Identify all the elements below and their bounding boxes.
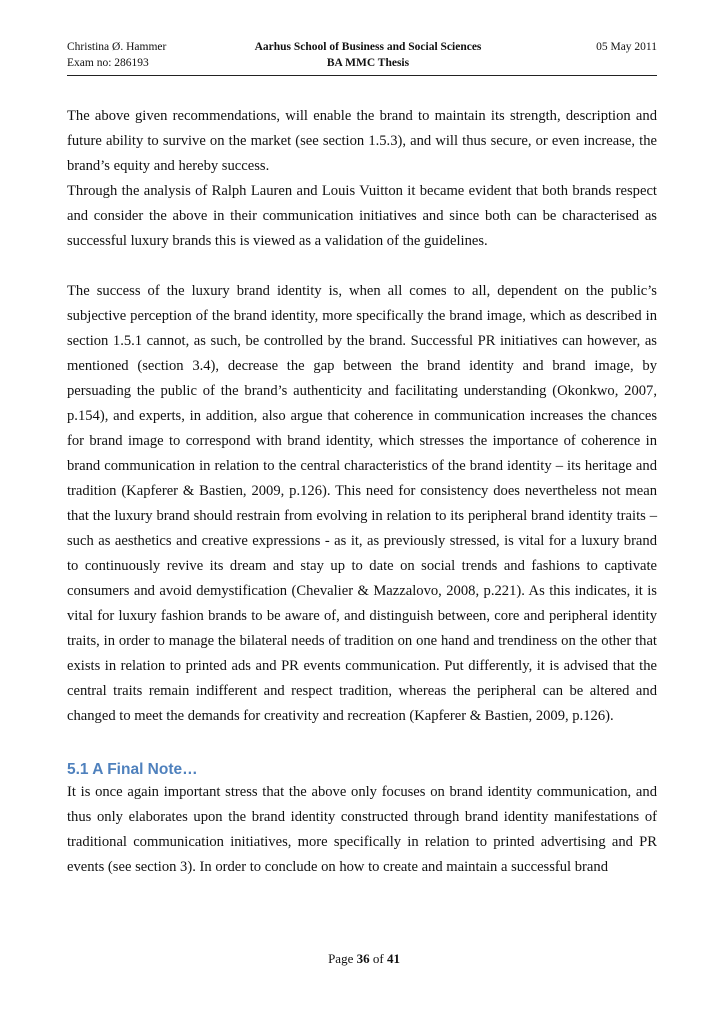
section-heading: 5.1 A Final Note…: [67, 761, 198, 778]
author-name: Christina Ø. Hammer: [67, 41, 167, 53]
header-date: 05 May 2011: [596, 41, 657, 53]
page-number: 36: [356, 951, 370, 966]
page-label: Page: [328, 951, 354, 966]
header-left: [67, 39, 166, 71]
page-footer: [0, 951, 728, 967]
section-body: [67, 780, 657, 880]
paragraph-brand-identity: The success of the luxury brand identity is, when all comes to all, dependent on the public’s subjective perception of the brand identity, more specifically the brand image, which as described in section 1.5.1 cannot, as such, be controlled by the brand. Successful PR initiatives can however, as mentioned (section 3.4), decrease the gap between the brand identity and brand image, by persuading the public of the brand’s authenticity and facilitating understanding (Okonkwo, 2007, p.154), and experts, in addition, also argue that coherence in communication increases the chances for brand image to correspond with brand identity, which stresses the importance of coherence in brand communication in relation to the central characteristics of the brand identity – its heritage and tradition (Kapferer & Bastien, 2009, p.126). This need for consistency does nevertheless not mean that the luxury brand should restrain from evolving in relation to its peripheral brand identity traits – such as aesthetics and creative expressions - as it, as previously stressed, is vital for a luxury brand to continuously revive its dream and stay up to date on social trends and fashions to captivate consumers and avoid demystification (Chevalier & Mazzalovo, 2008, p.221). As this indicates, it is vital for luxury fashion brands to be aware of, and distinguish between, core and peripheral identity traits, in order to manage the bilateral needs of tradition on one hand and trendiness on the other that exists in relation to printed ads and PR events communication. Put differently, it is advised that the central traits remain indifferent and respect tradition, whereas the peripheral can be altered and changed to meet the demands for creativity and recreation (Kapferer & Bastien, 2009, p.126).: [67, 283, 657, 724]
paragraph-analysis: Through the analysis of Ralph Lauren and Louis Vuitton it became evident that both brands respect and consider the above in their communication initiatives and since both can be characterised as successful luxury brands this is viewed as a validation of the guidelines.: [67, 183, 657, 249]
paragraph-final-note: It is once again important stress that the above only focuses on brand identity communication, and thus only elaborates upon the brand identity constructed through brand identity manifestations of traditional communication initiatives, more specifically in relation to printed advertising and PR events (see section 3). In order to conclude on how to create and maintain a successful brand: [67, 784, 657, 875]
body-text: [67, 104, 657, 729]
total-pages: 41: [386, 951, 400, 966]
thesis-title: BA MMC Thesis: [326, 57, 410, 69]
header-right: [596, 39, 657, 55]
exam-number: Exam no: 286193: [67, 57, 149, 69]
paragraph-gap: [67, 254, 657, 279]
header-center: [228, 39, 508, 71]
paragraph-recommendations: The above given recommendations, will enable the brand to maintain its strength, description and future ability to survive on the market (see section 1.5.3), and will thus secure, or even increase, the brand’s equity and hereby success.: [67, 108, 657, 174]
header-divider: [67, 75, 657, 76]
of-label: of: [372, 951, 384, 966]
school-name: Aarhus School of Business and Social Sciences: [254, 41, 482, 53]
